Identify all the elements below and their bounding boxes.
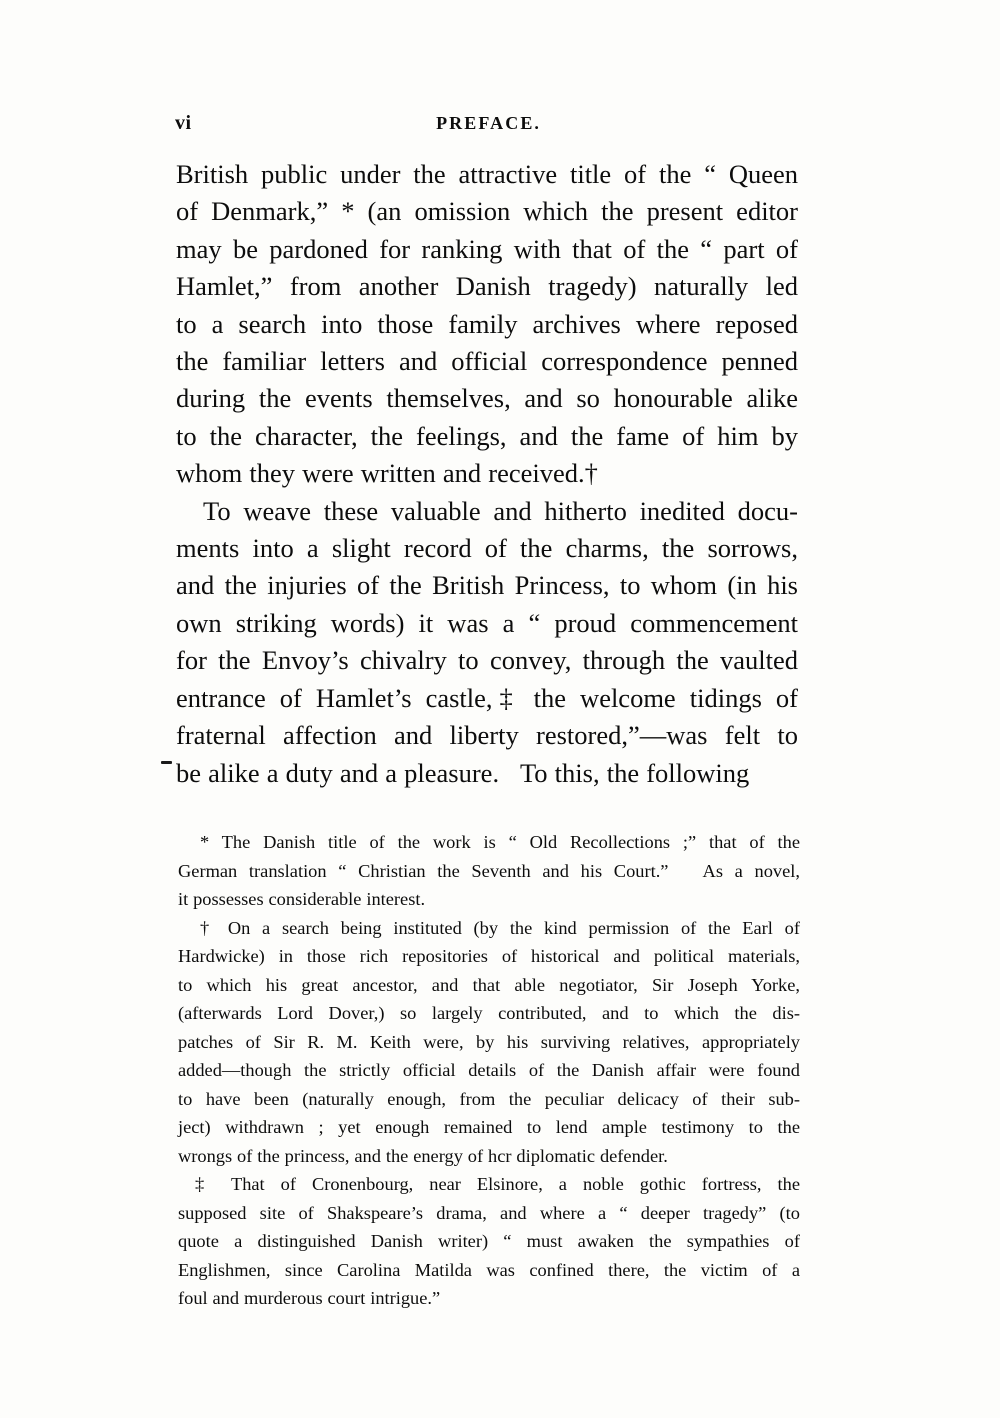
body-line: of Denmark,” * (an omission which the present editor <box>176 196 798 227</box>
footnote-line: Englishmen, since Carolina Matilda was confined there, the victim of a <box>178 1259 800 1280</box>
body-line: and the injuries of the British Princess, to whom (in his <box>176 570 798 601</box>
body-line: be alike a duty and a pleasure. To this, the following <box>176 757 750 788</box>
body-line: to a search into those family archives where reposed <box>176 308 798 339</box>
footnote-dagger <box>178 914 800 1171</box>
margin-ink-speck <box>161 761 172 764</box>
footnote-asterisk <box>178 828 800 914</box>
body-line: to the character, the feelings, and the fame of him by <box>176 420 798 451</box>
body-line: To weave these valuable and hitherto inedited docu- <box>203 495 798 526</box>
footnote-line: to have been (naturally enough, from the peculiar delicacy of their sub- <box>178 1088 800 1109</box>
body-line: whom they were written and received.† <box>176 458 598 489</box>
body-line: ments into a slight record of the charms, the sorrows, <box>176 533 798 564</box>
footnote-line: Hardwicke) in those rich repositories of historical and political materials, <box>178 946 800 966</box>
body-line: during the events themselves, and so honourable alike <box>176 383 798 414</box>
running-head <box>175 110 800 136</box>
footnote-line: (afterwards Lord Dover,) so largely contributed, and to which the dis- <box>178 1003 800 1023</box>
footnote-line: ‡ That of Cronenbourg, near Elsinore, a noble gothic fortress, the <box>195 1174 800 1194</box>
body-line: Hamlet,” from another Danish tragedy) naturally led <box>176 271 798 302</box>
body-line: for the Envoy’s chivalry to convey, through the vaulted <box>176 645 798 676</box>
body-paragraph-1 <box>176 156 798 493</box>
footnote-line: it possesses considerable interest. <box>178 889 426 909</box>
footnote-line: quote a distinguished Danish writer) “ must awaken the sympathies of <box>178 1231 800 1251</box>
page-folio: vi <box>175 112 192 134</box>
footnote-line: to which his great ancestor, and that able negotiator, Sir Joseph Yorke, <box>178 974 800 995</box>
body-line: fraternal affection and liberty restored,”—was felt to <box>176 720 798 751</box>
footnote-line: supposed site of Shakspeare’s drama, and where a “ deeper tragedy” (to <box>178 1202 800 1223</box>
running-head-title: PREFACE. <box>436 113 542 133</box>
body-line: may be pardoned for ranking with that of the “ part of <box>176 233 798 264</box>
footnote-line: wrongs of the princess, and the energy of hcr diplomatic defender. <box>178 1145 668 1166</box>
footnote-line: German translation “ Christian the Seventh and his Court.” As a novel, <box>178 860 800 881</box>
footnote-double-dagger <box>178 1170 800 1313</box>
footnote-line: † On a search being instituted (by the kind permission of the Earl of <box>200 917 800 938</box>
footnote-line: patches of Sir R. M. Keith were, by his surviving relatives, appropriately <box>178 1031 800 1052</box>
footnote-block <box>178 828 800 1313</box>
body-line: own striking words) it was a “ proud commencement <box>176 607 798 638</box>
body-paragraph-2 <box>176 493 798 792</box>
body-line: British public under the attractive title of the “ Queen <box>176 159 798 189</box>
footnote-line: foul and murderous court intrigue.” <box>178 1288 441 1308</box>
footnote-line: * The Danish title of the work is “ Old Recollections ;” that of the <box>200 832 800 852</box>
footnote-line: ject) withdrawn ; yet enough remained to lend ample testimony to the <box>178 1117 800 1137</box>
body-line: entrance of Hamlet’s castle,‡ the welcome tidings of <box>176 682 798 713</box>
body-line: the familiar letters and official correspondence penned <box>176 346 798 377</box>
body-text-block <box>176 156 798 792</box>
footnote-line: added—though the strictly official details of the Danish affair were found <box>178 1060 800 1080</box>
